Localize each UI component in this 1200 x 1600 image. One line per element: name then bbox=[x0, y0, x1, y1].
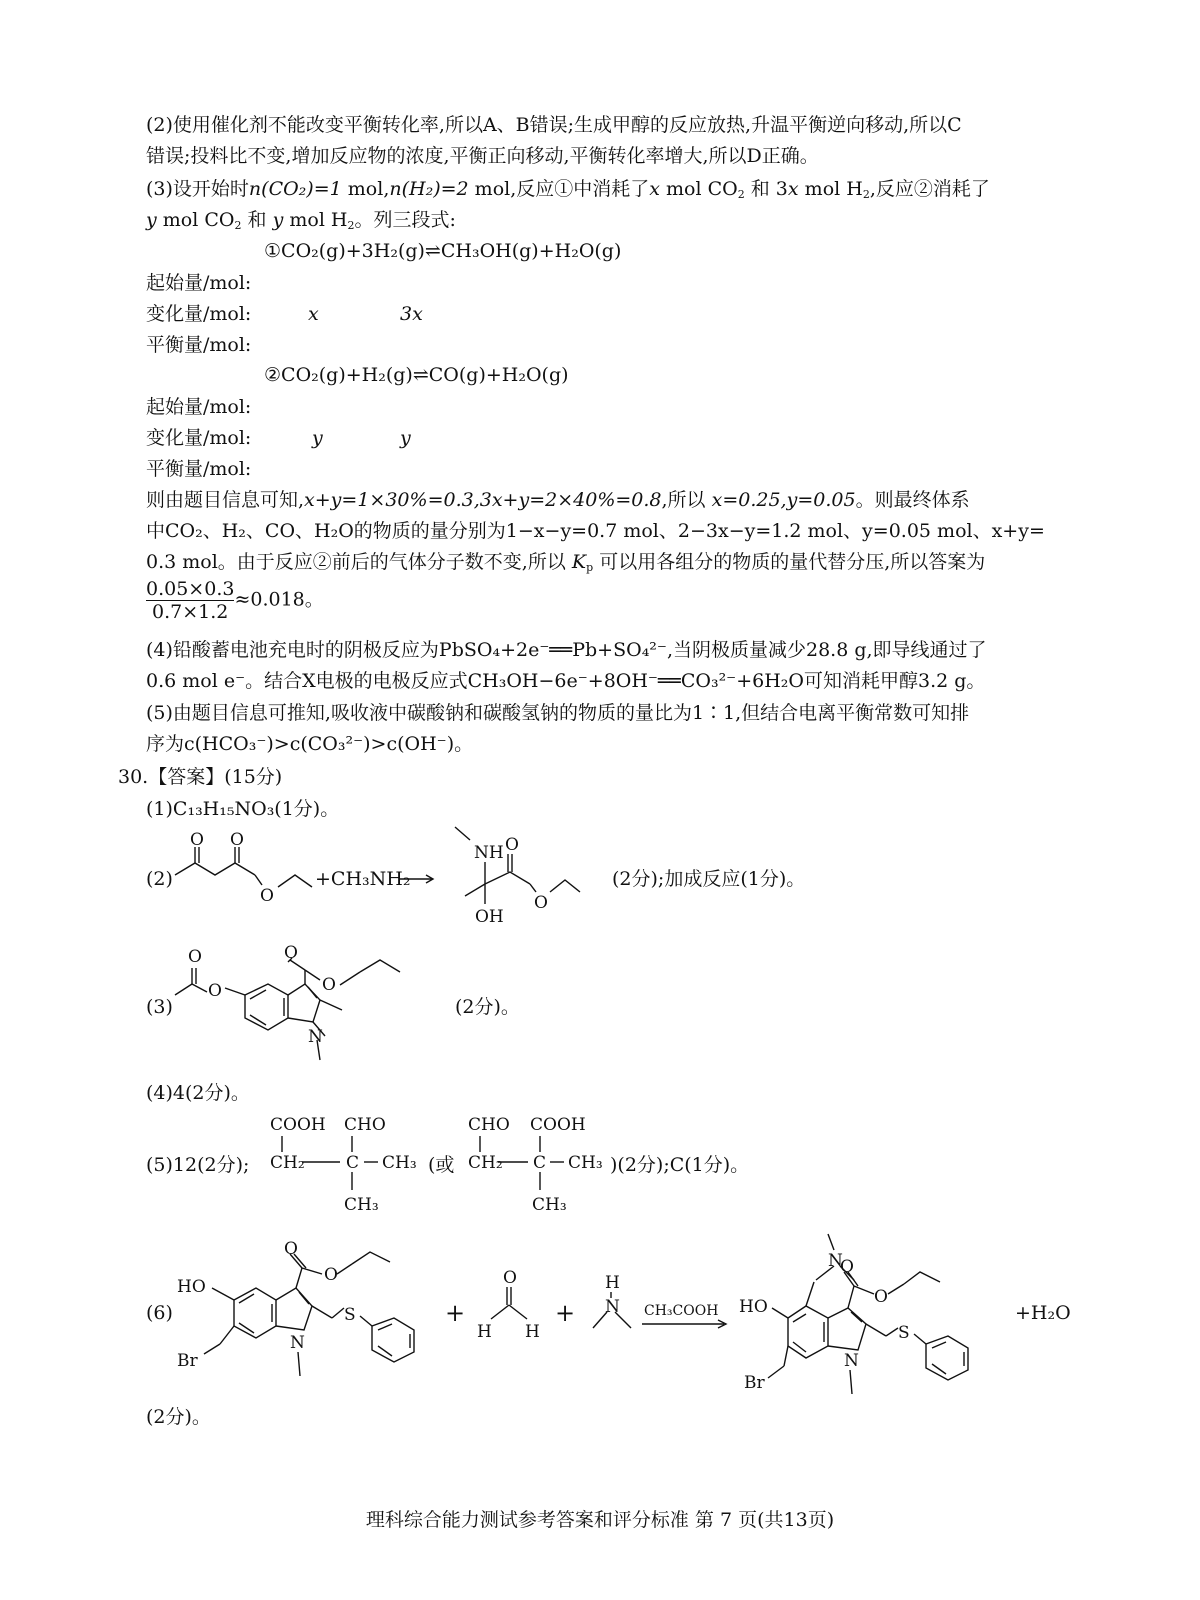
amine-nh: NH bbox=[474, 843, 504, 863]
reactant-br: Br bbox=[177, 1351, 198, 1371]
carbonyl-o-1: O bbox=[190, 830, 204, 850]
svg-text:CH₃: CH₃ bbox=[382, 1153, 417, 1173]
product-carbonyl-o: O bbox=[840, 1257, 854, 1277]
reactant-carbonyl-o: O bbox=[284, 1239, 298, 1259]
reaction-condition: CH₃COOH bbox=[644, 1303, 719, 1319]
q30-part5-or: (或 bbox=[428, 1154, 455, 1176]
sec2-line2: 错误;投料比不变,增加反应物的浓度,平衡正向移动,平衡转化率增大,所以D正确。 bbox=[146, 145, 819, 167]
svg-text:CH₂: CH₂ bbox=[270, 1153, 305, 1173]
change-y2: y bbox=[400, 427, 411, 449]
sec3-line1: (3)设开始时n(CO₂)=1 mol,n(H₂)=2 mol,反应①中消耗了x mol $CO_2$ 和 3x mol $H_2$,反应②消耗了 bbox=[146, 178, 990, 201]
eq-label-1: 平衡量/mol: bbox=[146, 334, 252, 356]
ester-o: O bbox=[260, 886, 274, 906]
indole-n: N bbox=[308, 1027, 323, 1047]
water-product: +H₂O bbox=[1015, 1302, 1071, 1324]
product-ester-o: O bbox=[874, 1287, 888, 1307]
svg-text:COOH: COOH bbox=[530, 1115, 586, 1135]
dimethylamine-structure bbox=[585, 1268, 645, 1338]
q30-part6-score: (2分)。 bbox=[146, 1406, 211, 1428]
svg-text:C: C bbox=[533, 1153, 547, 1173]
svg-text:C: C bbox=[346, 1153, 360, 1173]
amine-n: N bbox=[605, 1297, 620, 1317]
q30-part5-label: (5)12(2分); bbox=[146, 1154, 250, 1176]
product-amine-n: N bbox=[828, 1251, 843, 1271]
start-label-1: 起始量/mol: bbox=[146, 272, 252, 294]
reactant-n: N bbox=[290, 1333, 305, 1353]
start-label-2: 起始量/mol: bbox=[146, 396, 252, 418]
isomer-structure-2 bbox=[468, 1110, 618, 1222]
product-ho: HO bbox=[739, 1297, 768, 1317]
sec4-line1: (4)铅酸蓄电池充电时的阴极反应为PbSO₄+2e⁻══Pb+SO₄²⁻,当阴极质量减少28.8 g,即导线通过了 bbox=[146, 639, 987, 661]
product-br: Br bbox=[744, 1373, 765, 1393]
change-y1: y bbox=[312, 427, 323, 449]
reactant-s: S bbox=[344, 1305, 356, 1325]
formaldehyde-h2: H bbox=[525, 1322, 540, 1342]
methylamine-reagent: +CH₃NH₂ bbox=[315, 868, 411, 890]
q30-part5-score: )(2分);C(1分)。 bbox=[610, 1154, 750, 1176]
sec3-calc-line1: 则由题目信息可知,x+y=1×30%=0.3,3x+y=2×40%=0.8,所以 x=0.25,y=0.05。则最终体系 bbox=[146, 489, 970, 511]
change-label-2: 变化量/mol: bbox=[146, 427, 252, 449]
plus-2: + bbox=[555, 1299, 576, 1327]
bromo-indole-reactant-structure bbox=[172, 1240, 442, 1390]
amino-alcohol-product-structure bbox=[440, 822, 620, 927]
formaldehyde-o: O bbox=[503, 1268, 517, 1288]
change-label-1: 变化量/mol: bbox=[146, 303, 252, 325]
product-ester-o: O bbox=[534, 893, 548, 913]
svg-text:CHO: CHO bbox=[344, 1115, 386, 1135]
acetoxy-o: O bbox=[208, 981, 222, 1001]
svg-text:CH₂: CH₂ bbox=[468, 1153, 503, 1173]
indole-ester-o: O bbox=[322, 975, 336, 995]
q30-part3-score: (2分)。 bbox=[455, 996, 520, 1018]
svg-text:CH₃: CH₃ bbox=[568, 1153, 603, 1173]
reaction-arrow-2 bbox=[640, 1318, 730, 1332]
svg-text:COOH: COOH bbox=[270, 1115, 326, 1135]
formaldehyde-h1: H bbox=[477, 1322, 492, 1342]
acetyl-o: O bbox=[188, 947, 202, 967]
sec3-calc-line3: 0.3 mol。由于反应②前后的气体分子数不变,所以 $K_p$ 可以用各组分的物质的量代替分压,所以答案为 bbox=[146, 551, 986, 574]
sec3-calc-line2: 中CO₂、H₂、CO、H₂O的物质的量分别为1−x−y=0.7 mol、2−3x−y=1.2 mol、y=0.05 mol、x+y= bbox=[146, 520, 1045, 542]
q30-heading: 30.【答案】(15分) bbox=[118, 766, 283, 788]
q30-part6-label: (6) bbox=[146, 1302, 173, 1324]
plus-1: + bbox=[445, 1299, 466, 1327]
eq-label-2: 平衡量/mol: bbox=[146, 458, 252, 480]
reactant-ho: HO bbox=[177, 1277, 206, 1297]
change-3x: 3x bbox=[400, 303, 423, 325]
sec2-line1: (2)使用催化剂不能改变平衡转化率,所以A、B错误;生成甲醇的反应放热,升温平衡逆向移动,所以C bbox=[146, 114, 962, 136]
formaldehyde-structure bbox=[475, 1265, 545, 1345]
svg-text:CHO: CHO bbox=[468, 1115, 510, 1135]
svg-text:CH₃: CH₃ bbox=[344, 1195, 379, 1215]
change-x: x bbox=[308, 303, 319, 325]
kp-fraction: $\frac{0.05\times 0.3}{0.7\times 1.2}$ bbox=[146, 578, 235, 623]
equation-2: ②CO₂(g)+H₂(g)⇌CO(g)+H₂O(g) bbox=[264, 364, 569, 386]
amine-h: H bbox=[605, 1273, 620, 1293]
mannich-product-structure bbox=[736, 1222, 1016, 1402]
reactant-ester-o: O bbox=[324, 1265, 338, 1285]
ethyl-acetoacetate-structure bbox=[170, 830, 320, 925]
sec3-line2: y mol $CO_2$ 和 y mol $H_2$。列三段式: bbox=[146, 209, 456, 232]
q30-part2-score: (2分);加成反应(1分)。 bbox=[612, 868, 806, 890]
product-indole-n: N bbox=[844, 1351, 859, 1371]
indole-ester-structure bbox=[170, 940, 455, 1075]
product-carbonyl-o: O bbox=[505, 835, 519, 855]
indole-carbonyl-o: O bbox=[284, 943, 298, 963]
svg-text:CH₃: CH₃ bbox=[532, 1195, 567, 1215]
product-s: S bbox=[898, 1323, 910, 1343]
q30-part4: (4)4(2分)。 bbox=[146, 1082, 250, 1104]
isomer-structure-1 bbox=[270, 1110, 430, 1222]
reaction-arrow-1 bbox=[398, 872, 438, 886]
hydroxyl-oh: OH bbox=[475, 907, 504, 927]
kp-result: $\frac{0.05\times 0.3}{0.7\times 1.2}$ ≈0.018。 bbox=[146, 578, 324, 623]
sec5-line1: (5)由题目信息可推知,吸收液中碳酸钠和碳酸氢钠的物质的量比为1∶1,但结合电离平衡常数可知排 bbox=[146, 702, 970, 724]
q30-part3-label: (3) bbox=[146, 996, 173, 1018]
q30-part1: (1)C₁₃H₁₅NO₃(1分)。 bbox=[146, 798, 340, 820]
equation-1: ①CO₂(g)+3H₂(g)⇌CH₃OH(g)+H₂O(g) bbox=[264, 240, 622, 262]
sec5-line2: 序为c(HCO₃⁻)>c(CO₃²⁻)>c(OH⁻)。 bbox=[146, 733, 474, 755]
carbonyl-o-2: O bbox=[230, 830, 244, 850]
page-footer: 理科综合能力测试参考答案和评分标准 第 7 页(共13页) bbox=[365, 1509, 835, 1531]
sec4-line2: 0.6 mol e⁻。结合X电极的电极反应式CH₃OH−6e⁻+8OH⁻══CO₃²⁻+6H₂O可知消耗甲醇3.2 g。 bbox=[146, 670, 986, 692]
q30-part2-label: (2) bbox=[146, 868, 173, 890]
